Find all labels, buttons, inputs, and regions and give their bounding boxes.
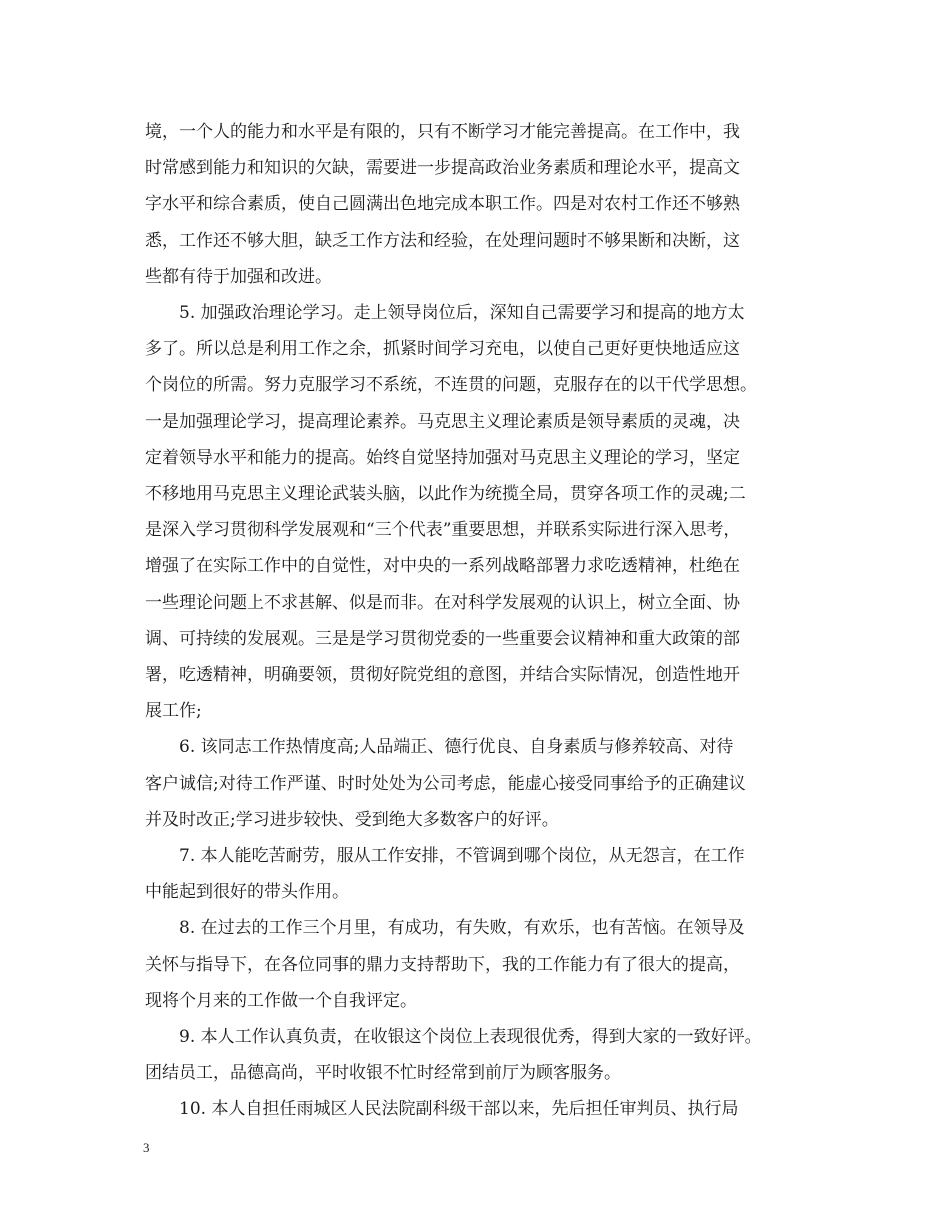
paragraph bbox=[145, 1091, 810, 1127]
text-line: 客户诚信;对待工作严谨、时时处处为公司考虑，能虚心接受同事给予的正确建议 bbox=[145, 773, 746, 794]
text-line: 署，吃透精神，明确要领，贯彻好院党组的意图，并结合实际情况，创造性地开 bbox=[145, 665, 740, 686]
paragraph bbox=[145, 729, 810, 838]
text-line: 团结员工，品德高尚，平时收银不忙时经常到前厅为顾客服务。 bbox=[145, 1063, 621, 1084]
text-line: 中能起到很好的带头作用。 bbox=[145, 882, 349, 903]
text-line: 6. 该同志工作热情度高;人品端正、德行优良、自身素质与修养较高、对待 bbox=[179, 737, 734, 758]
text-line: 字水平和综合素质，使自己圆满出色地完成本职工作。四是对农村工作还不够熟 bbox=[145, 194, 740, 215]
text-line: 7. 本人能吃苦耐劳，服从工作安排，不管调到哪个岗位，从无怨言，在工作 bbox=[179, 846, 745, 867]
paragraph bbox=[145, 295, 810, 729]
text-line: 一些理论问题上不求甚解、似是而非。在对科学发展观的认识上，树立全面、协 bbox=[145, 592, 740, 613]
text-line: 8. 在过去的工作三个月里，有成功，有失败，有欢乐，也有苦恼。在领导及 bbox=[179, 918, 745, 939]
text-line: 关怀与指导下，在各位同事的鼎力支持帮助下，我的工作能力有了很大的提高， bbox=[145, 954, 740, 975]
text-line: 个岗位的所需。努力克服学习不系统，不连贯的问题，克服存在的以干代学思想。 bbox=[145, 375, 757, 396]
text-line: 不移地用马克思主义理论武装头脑，以此作为统揽全局，贯穿各项工作的灵魂;二 bbox=[145, 484, 746, 505]
text-line: 一是加强理论学习，提高理论素养。马克思主义理论素质是领导素质的灵魂，决 bbox=[145, 411, 740, 432]
text-line: 现将个月来的工作做一个自我评定。 bbox=[145, 990, 417, 1011]
text-line: 悉，工作还不够大胆，缺乏工作方法和经验，在处理问题时不够果断和决断，这 bbox=[145, 230, 740, 251]
text-line: 定着领导水平和能力的提高。始终自觉坚持加强对马克思主义理论的学习，坚定 bbox=[145, 447, 740, 468]
text-line: 调、可持续的发展观。三是是学习贯彻党委的一些重要会议精神和重大政策的部 bbox=[145, 628, 740, 649]
text-line: 展工作; bbox=[145, 701, 202, 722]
paragraph bbox=[145, 114, 810, 295]
text-line: 时常感到能力和知识的欠缺，需要进一步提高政治业务素质和理论水平，提高文 bbox=[145, 158, 740, 179]
text-line: 是深入学习贯彻科学发展观和“三个代表”重要思想，并联系实际进行深入思考， bbox=[145, 520, 741, 541]
text-line: 5. 加强政治理论学习。走上领导岗位后，深知自己需要学习和提高的地方太 bbox=[179, 303, 745, 324]
text-line: 9. 本人工作认真负责，在收银这个岗位上表现很优秀，得到大家的一致好评。 bbox=[179, 1027, 762, 1048]
text-line: 10. 本人自担任雨城区人民法院副科级干部以来，先后担任审判员、执行局 bbox=[179, 1099, 739, 1120]
text-line: 境，一个人的能力和水平是有限的，只有不断学习才能完善提高。在工作中，我 bbox=[145, 122, 740, 142]
text-line: 些都有待于加强和改进。 bbox=[145, 266, 332, 287]
text-line: 并及时改正;学习进步较快、受到绝大多数客户的好评。 bbox=[145, 809, 559, 830]
body-text bbox=[145, 114, 810, 1128]
text-line: 增强了在实际工作中的自觉性，对中央的一系列战略部署力求吃透精神，杜绝在 bbox=[145, 556, 740, 577]
page-number: 3 bbox=[143, 1140, 150, 1155]
paragraph bbox=[145, 910, 810, 1019]
text-line: 多了。所以总是利用工作之余，抓紧时间学习充电，以使自己更好更快地适应这 bbox=[145, 339, 740, 360]
paragraph bbox=[145, 838, 810, 910]
paragraph bbox=[145, 1019, 810, 1091]
